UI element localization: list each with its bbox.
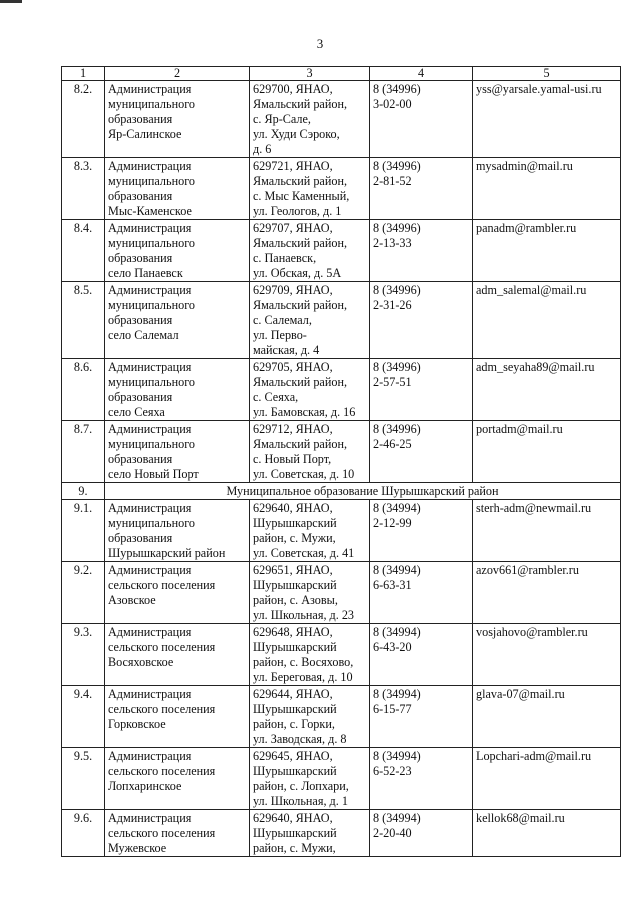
contacts-table — [61, 66, 621, 857]
postal-address — [250, 359, 370, 421]
phone-line: 8 (34994) — [373, 625, 421, 639]
phone-line: 8 (34994) — [373, 501, 421, 515]
phone-line: 6-52-23 — [373, 764, 412, 778]
name-line: Мужевское — [108, 841, 167, 855]
postal-address — [250, 220, 370, 282]
address-line: Шурышкарский — [253, 826, 337, 840]
address-line: Ямальский район, — [253, 97, 348, 111]
email-address: glava-07@mail.ru — [473, 686, 621, 748]
postal-address — [250, 686, 370, 748]
name-line: муниципального — [108, 516, 195, 530]
column-header: 3 — [250, 67, 370, 81]
organization-name — [105, 359, 250, 421]
phone-line: 8 (34994) — [373, 749, 421, 763]
phone-number — [370, 81, 473, 158]
address-line: Шурышкарский — [253, 702, 337, 716]
name-line: Азовское — [108, 593, 156, 607]
address-line: ул. Бамовская, д. 16 — [253, 405, 356, 419]
postal-address — [250, 810, 370, 857]
section-title: Муниципальное образование Шурышкарский район — [105, 483, 621, 500]
address-line: ул. Заводская, д. 8 — [253, 732, 347, 746]
phone-line: 2-13-33 — [373, 236, 412, 250]
address-line: район, с. Мужи, — [253, 841, 336, 855]
phone-number — [370, 220, 473, 282]
address-line: ул. Школьная, д. 1 — [253, 794, 348, 808]
row-number: 8.2. — [62, 81, 105, 158]
phone-line: 8 (34996) — [373, 422, 421, 436]
email-address: mysadmin@mail.ru — [473, 158, 621, 220]
address-line: район, с. Мужи, — [253, 531, 336, 545]
row-number: 9.4. — [62, 686, 105, 748]
row-number: 9.3. — [62, 624, 105, 686]
name-line: образования — [108, 313, 173, 327]
postal-address — [250, 562, 370, 624]
table-row — [62, 359, 621, 421]
name-line: Администрация — [108, 159, 192, 173]
column-header: 1 — [62, 67, 105, 81]
table-row — [62, 810, 621, 857]
phone-line: 8 (34994) — [373, 687, 421, 701]
organization-name — [105, 748, 250, 810]
organization-name — [105, 624, 250, 686]
address-line: майская, д. 4 — [253, 343, 320, 357]
table-header-row — [62, 67, 621, 81]
phone-line: 6-63-31 — [373, 578, 412, 592]
address-line: с. Салемал, — [253, 313, 312, 327]
name-line: сельского поселения — [108, 764, 216, 778]
organization-name — [105, 158, 250, 220]
postal-address — [250, 624, 370, 686]
address-line: Шурышкарский — [253, 640, 337, 654]
address-line: с. Мыс Каменный, — [253, 189, 350, 203]
table-row — [62, 624, 621, 686]
column-header: 5 — [473, 67, 621, 81]
name-line: сельского поселения — [108, 578, 216, 592]
postal-address — [250, 748, 370, 810]
address-line: район, с. Восяхово, — [253, 655, 354, 669]
name-line: Администрация — [108, 283, 192, 297]
postal-address — [250, 282, 370, 359]
name-line: сельского поселения — [108, 826, 216, 840]
phone-line: 8 (34996) — [373, 283, 421, 297]
address-line: с. Яр-Сале, — [253, 112, 311, 126]
email-address: kellok68@mail.ru — [473, 810, 621, 857]
phone-line: 2-31-26 — [373, 298, 412, 312]
organization-name — [105, 421, 250, 483]
address-line: 629640, ЯНАО, — [253, 811, 333, 825]
name-line: Администрация — [108, 625, 192, 639]
address-line: ул. Береговая, д. 10 — [253, 670, 353, 684]
address-line: ул. Геологов, д. 1 — [253, 204, 342, 218]
address-line: 629640, ЯНАО, — [253, 501, 333, 515]
table-row — [62, 748, 621, 810]
address-line: 629721, ЯНАО, — [253, 159, 333, 173]
organization-name — [105, 562, 250, 624]
address-line: Ямальский район, — [253, 236, 348, 250]
name-line: муниципального — [108, 375, 195, 389]
phone-line: 2-57-51 — [373, 375, 412, 389]
phone-line: 2-20-40 — [373, 826, 412, 840]
phone-line: 8 (34996) — [373, 221, 421, 235]
organization-name — [105, 810, 250, 857]
name-line: муниципального — [108, 174, 195, 188]
row-number: 8.5. — [62, 282, 105, 359]
name-line: образования — [108, 390, 173, 404]
phone-number — [370, 748, 473, 810]
row-number: 9.1. — [62, 500, 105, 562]
phone-line: 8 (34996) — [373, 159, 421, 173]
phone-line: 8 (34994) — [373, 563, 421, 577]
name-line: Горковское — [108, 717, 166, 731]
name-line: Администрация — [108, 422, 192, 436]
phone-line: 8 (34994) — [373, 811, 421, 825]
column-header: 4 — [370, 67, 473, 81]
name-line: село Панаевск — [108, 266, 183, 280]
phone-number — [370, 158, 473, 220]
name-line: сельского поселения — [108, 640, 216, 654]
phone-number — [370, 500, 473, 562]
address-line: Шурышкарский — [253, 516, 337, 530]
name-line: образования — [108, 531, 173, 545]
section-number: 9. — [62, 483, 105, 500]
organization-name — [105, 282, 250, 359]
table-row — [62, 158, 621, 220]
name-line: образования — [108, 112, 173, 126]
address-line: ул. Советская, д. 10 — [253, 467, 355, 481]
name-line: село Новый Порт — [108, 467, 199, 481]
email-address: portadm@mail.ru — [473, 421, 621, 483]
address-line: с. Сеяха, — [253, 390, 299, 404]
address-line: 629645, ЯНАО, — [253, 749, 333, 763]
address-line: Ямальский район, — [253, 174, 348, 188]
row-number: 8.7. — [62, 421, 105, 483]
phone-line: 8 (34996) — [373, 360, 421, 374]
email-address: vosjahovo@rambler.ru — [473, 624, 621, 686]
email-address: adm_seyaha89@mail.ru — [473, 359, 621, 421]
address-line: с. Панаевск, — [253, 251, 317, 265]
address-line: ул. Советская, д. 41 — [253, 546, 355, 560]
section-row — [62, 483, 621, 500]
row-number: 8.3. — [62, 158, 105, 220]
address-line: ул. Худи Сэроко, — [253, 127, 340, 141]
address-line: Шурышкарский — [253, 764, 337, 778]
phone-number — [370, 282, 473, 359]
table-row — [62, 421, 621, 483]
email-address: yss@yarsale.yamal-usi.ru — [473, 81, 621, 158]
name-line: муниципального — [108, 236, 195, 250]
address-line: 629648, ЯНАО, — [253, 625, 333, 639]
phone-number — [370, 562, 473, 624]
name-line: Администрация — [108, 501, 192, 515]
name-line: Восяховское — [108, 655, 174, 669]
phone-number — [370, 421, 473, 483]
postal-address — [250, 421, 370, 483]
table-row — [62, 81, 621, 158]
phone-number — [370, 359, 473, 421]
phone-line: 3-02-00 — [373, 97, 412, 111]
organization-name — [105, 686, 250, 748]
name-line: село Салемал — [108, 328, 179, 342]
name-line: Администрация — [108, 687, 192, 701]
email-address: adm_salemal@mail.ru — [473, 282, 621, 359]
name-line: Администрация — [108, 563, 192, 577]
address-line: д. 6 — [253, 142, 272, 156]
row-number: 8.6. — [62, 359, 105, 421]
name-line: муниципального — [108, 298, 195, 312]
address-line: Ямальский район, — [253, 437, 348, 451]
name-line: муниципального — [108, 97, 195, 111]
name-line: Администрация — [108, 221, 192, 235]
table-row — [62, 500, 621, 562]
page-number: 3 — [316, 36, 324, 51]
address-line: ул. Перво- — [253, 328, 307, 342]
phone-number — [370, 624, 473, 686]
address-line: 629709, ЯНАО, — [253, 283, 333, 297]
table-row — [62, 686, 621, 748]
name-line: Администрация — [108, 360, 192, 374]
email-address: sterh-adm@newmail.ru — [473, 500, 621, 562]
postal-address — [250, 500, 370, 562]
email-address: panadm@rambler.ru — [473, 220, 621, 282]
name-line: образования — [108, 189, 173, 203]
address-line: Ямальский район, — [253, 375, 348, 389]
table-row — [62, 282, 621, 359]
phone-line: 2-81-52 — [373, 174, 412, 188]
row-number: 9.5. — [62, 748, 105, 810]
organization-name — [105, 81, 250, 158]
name-line: сельского поселения — [108, 702, 216, 716]
address-line: ул. Обская, д. 5А — [253, 266, 342, 280]
column-header: 2 — [105, 67, 250, 81]
address-line: Шурышкарский — [253, 578, 337, 592]
name-line: Администрация — [108, 82, 192, 96]
name-line: Шурышкарский район — [108, 546, 226, 560]
address-line: ул. Школьная, д. 23 — [253, 608, 355, 622]
email-address: azov661@rambler.ru — [473, 562, 621, 624]
phone-number — [370, 686, 473, 748]
address-line: Ямальский район, — [253, 298, 348, 312]
email-address: Lopchari-adm@mail.ru — [473, 748, 621, 810]
table-row — [62, 220, 621, 282]
address-line: район, с. Азовы, — [253, 593, 338, 607]
address-line: 629644, ЯНАО, — [253, 687, 333, 701]
phone-line: 2-46-25 — [373, 437, 412, 451]
phone-line: 8 (34996) — [373, 82, 421, 96]
row-number: 8.4. — [62, 220, 105, 282]
postal-address — [250, 158, 370, 220]
postal-address — [250, 81, 370, 158]
name-line: Яр-Салинское — [108, 127, 182, 141]
phone-line: 6-15-77 — [373, 702, 412, 716]
name-line: образования — [108, 452, 173, 466]
name-line: Администрация — [108, 749, 192, 763]
name-line: муниципального — [108, 437, 195, 451]
corner-mark — [0, 0, 22, 3]
table-row — [62, 562, 621, 624]
name-line: образования — [108, 251, 173, 265]
name-line: Мыс-Каменское — [108, 204, 192, 218]
phone-number — [370, 810, 473, 857]
name-line: Лопхаринское — [108, 779, 182, 793]
address-line: 629651, ЯНАО, — [253, 563, 333, 577]
name-line: село Сеяха — [108, 405, 165, 419]
address-line: район, с. Горки, — [253, 717, 335, 731]
organization-name — [105, 500, 250, 562]
name-line: Администрация — [108, 811, 192, 825]
row-number: 9.2. — [62, 562, 105, 624]
organization-name — [105, 220, 250, 282]
address-line: 629707, ЯНАО, — [253, 221, 333, 235]
row-number: 9.6. — [62, 810, 105, 857]
address-line: район, с. Лопхари, — [253, 779, 349, 793]
address-line: 629700, ЯНАО, — [253, 82, 333, 96]
phone-line: 2-12-99 — [373, 516, 412, 530]
address-line: с. Новый Порт, — [253, 452, 332, 466]
phone-line: 6-43-20 — [373, 640, 412, 654]
address-line: 629705, ЯНАО, — [253, 360, 333, 374]
address-line: 629712, ЯНАО, — [253, 422, 333, 436]
